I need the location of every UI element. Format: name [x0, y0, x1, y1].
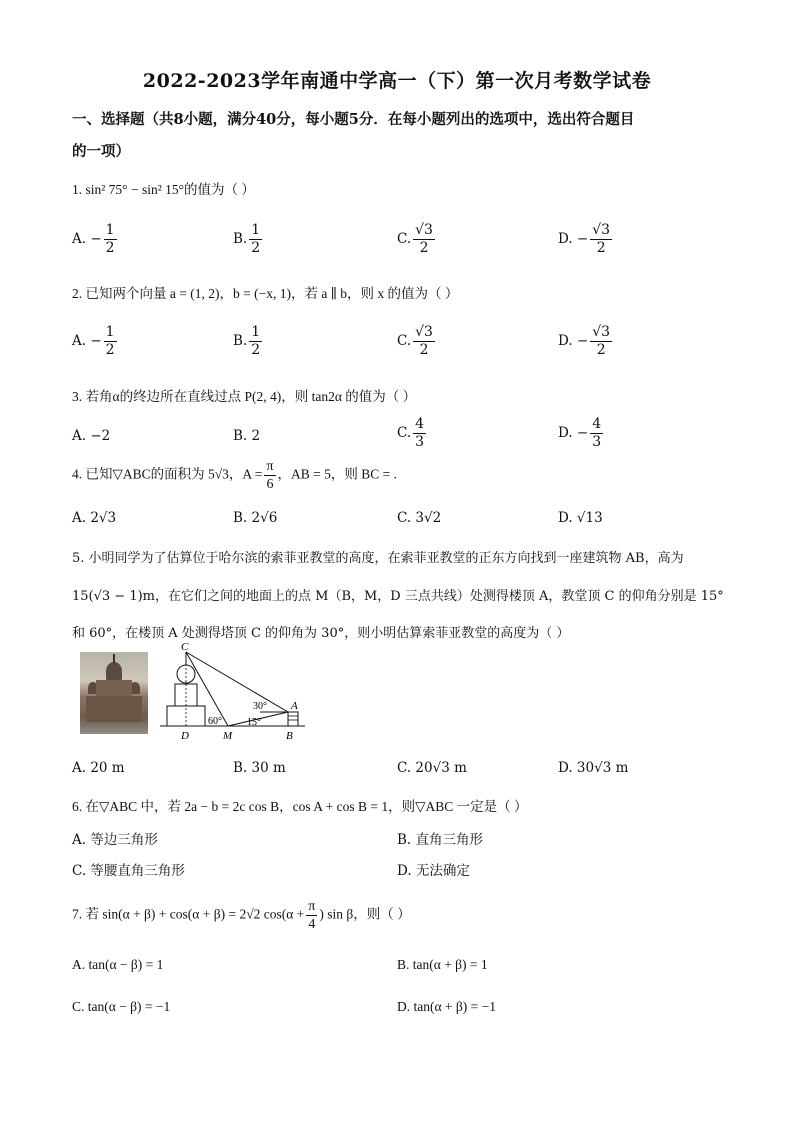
q5-stem-line3: 和 60°，在楼顶 A 处测得塔顶 C 的仰角为 30°，则小明估算索菲亚教堂的高度为（ ） — [72, 626, 570, 641]
label-c: C — [181, 641, 189, 653]
q1-option-b: B. $\frac{1}{2}$ — [233, 222, 261, 256]
q7-option-b: B. tan(α + β) = 1 — [397, 957, 488, 972]
q7-stem: 7. 若 sin(α + β) + cos(α + β) = 2√2 cos(α + $\frac{\pi}{4}$ ) sin β，则（ ） — [72, 899, 411, 932]
q7-option-c: C. tan(α − β) = −1 — [72, 999, 171, 1014]
label-m: M — [223, 730, 233, 742]
q4-option-c: C. 3√2 — [397, 510, 442, 526]
q6-option-b: B. 直角三角形 — [397, 832, 484, 848]
q5-geometry-figure — [155, 640, 310, 745]
q1-option-c: C. $\frac{√3}{2}$ — [397, 222, 433, 256]
section-heading-line1: 一、选择题（共8小题，满分40分，每小题5分．在每小题列出的选项中，选出符合题目 — [72, 111, 635, 128]
q6-option-d: D. 无法确定 — [397, 863, 470, 879]
q1-stem: 1. sin² 75° − sin² 15°的值为（ ） — [72, 182, 255, 197]
q5-stem-line1: 5. 小明同学为了估算位于哈尔滨的索菲亚教堂的高度，在索菲亚教堂的正东方向找到一座建筑物 AB，高为 — [72, 551, 684, 566]
cathedral-photo — [80, 652, 148, 734]
church-middle — [175, 684, 197, 706]
q4-option-a: A. 2√3 — [72, 510, 117, 526]
q5-option-c: C. 20√3 m — [397, 760, 467, 776]
q7-option-d: D. tan(α + β) = −1 — [397, 999, 497, 1014]
label-b: B — [286, 730, 293, 742]
q1-option-d: D. − $\frac{√3}{2}$ — [558, 222, 611, 256]
line-ca — [186, 652, 288, 712]
q3-stem: 3. 若角α的终边所在直线过点 P(2, 4)，则 tan2α 的值为（ ） — [72, 389, 417, 404]
q2-stem: 2. 已知两个向量 a = (1, 2)，b = (−x, 1)，若 a ∥ b，则 x 的值为（ ） — [72, 286, 459, 301]
q1-option-a: A. − $\frac{1}{2}$ — [72, 222, 115, 256]
line-cm — [186, 652, 228, 726]
angle-30: 30° — [253, 701, 267, 712]
q6-option-a: A. 等边三角形 — [72, 832, 158, 848]
label-a: A — [291, 700, 298, 712]
angle-15: 15° — [247, 717, 261, 728]
q2-option-b: B. $\frac{1}{2}$ — [233, 324, 261, 358]
q4-option-d: D. √13 — [558, 510, 603, 526]
q3-option-c: C. $\frac{4}{3}$ — [397, 416, 425, 450]
q6-stem: 6. 在▽ABC 中，若 2a − b = 2c cos B，cos A + cos B = 1，则▽ABC 一定是（ ） — [72, 799, 528, 814]
q2-option-c: C. $\frac{√3}{2}$ — [397, 324, 433, 358]
q4-stem: 4. 已知▽ABC的面积为 5√3，A = $\frac{\pi}{6}$ ，AB = 5，则 BC = . — [72, 459, 397, 492]
q3-option-b: B. 2 — [233, 428, 261, 444]
q5-option-d: D. 30√3 m — [558, 760, 629, 776]
section-heading-line2: 的一项） — [72, 143, 130, 160]
q6-option-c: C. 等腰直角三角形 — [72, 863, 185, 879]
q5-option-b: B. 30 m — [233, 760, 286, 776]
q5-stem-line2: 15(√3 − 1)m，在它们之间的地面上的点 M（B，M，D 三点共线）处测得楼顶 A，教堂顶 C 的仰角分别是 15° — [72, 589, 724, 604]
q4-option-b: B. 2√6 — [233, 510, 278, 526]
page-title: 2022-2023学年南通中学高一（下）第一次月考数学试卷 — [142, 70, 652, 92]
q7-option-a: A. tan(α − β) = 1 — [72, 957, 164, 972]
q3-option-d: D. − $\frac{4}{3}$ — [558, 416, 602, 450]
label-d: D — [181, 730, 189, 742]
q3-option-a: A. −2 — [72, 428, 111, 444]
q2-option-d: D. − $\frac{√3}{2}$ — [558, 324, 611, 358]
angle-60: 60° — [208, 716, 222, 727]
q5-option-a: A. 20 m — [72, 760, 125, 776]
q2-option-a: A. − $\frac{1}{2}$ — [72, 324, 115, 358]
building-ab — [288, 712, 298, 726]
